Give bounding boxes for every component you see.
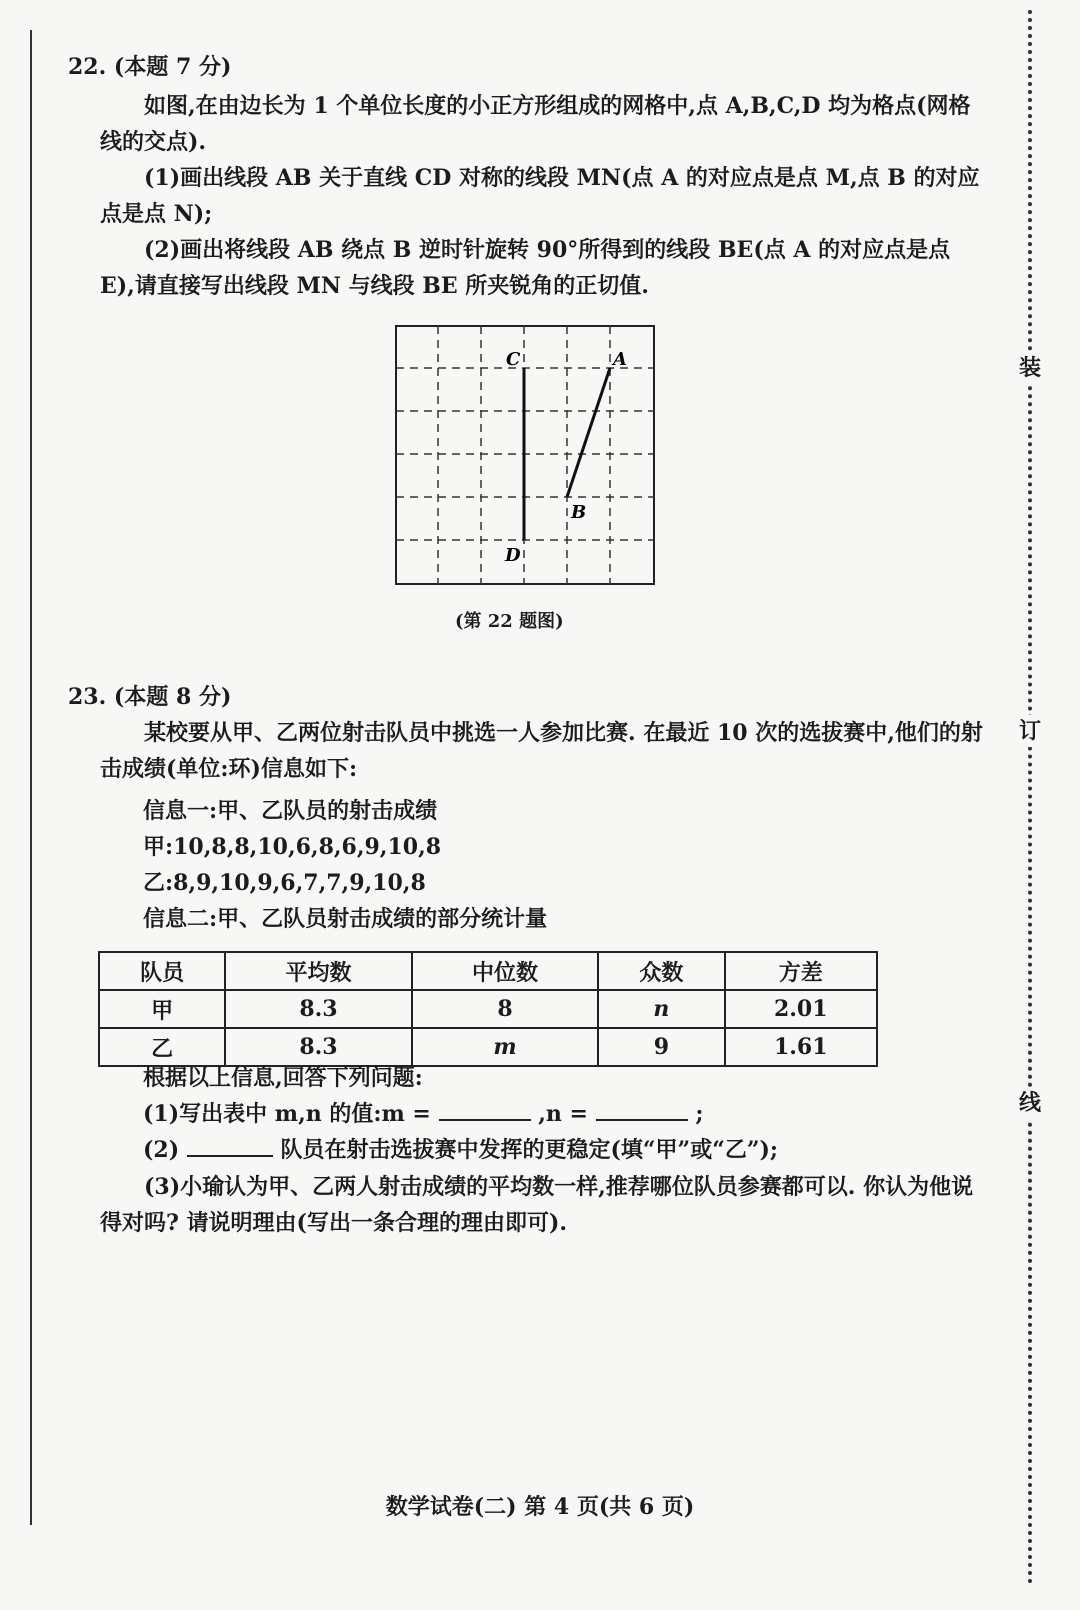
q23-title: 23. (本题 8 分) <box>68 684 232 710</box>
table-cell: 8.3 <box>225 1028 412 1066</box>
binding-char-xian: 线 <box>1014 1087 1046 1119</box>
q23-part2 <box>143 1133 778 1164</box>
answer-blank-player[interactable] <box>187 1133 273 1157</box>
table-cell: m <box>412 1028 599 1066</box>
segment-ab <box>567 368 610 497</box>
label-a: A <box>613 349 627 370</box>
q23-answer-prompt: 根据以上信息,回答下列问题: <box>143 1065 423 1091</box>
table-row <box>99 990 877 1028</box>
binding-char-zhuang: 装 <box>1014 352 1046 384</box>
q22-part1: (1)画出线段 AB 关于直线 CD 对称的线段 MN(点 A 的对应点是点 M,点 B 的对应点是点 N); <box>100 165 980 227</box>
table-header-row <box>99 952 877 990</box>
q23-stats-table <box>98 951 878 1067</box>
binding-dotted-line <box>1028 10 1032 1585</box>
table-cell: 乙 <box>99 1028 225 1066</box>
q23-intro: 某校要从甲、乙两位射击队员中挑选一人参加比赛. 在最近 10 次的选拔赛中,他们的射击成绩(单位:环)信息如下: <box>100 720 983 782</box>
q23-part1-text-a: (1)写出表中 m,n 的值:m = <box>143 1101 431 1127</box>
binding-char-ding: 订 <box>1014 715 1046 747</box>
table-cell: 2.01 <box>725 990 878 1028</box>
q22-figure-caption: (第 22 题图) <box>455 611 564 632</box>
q23-info2-title: 信息二:甲、乙队员射击成绩的部分统计量 <box>143 906 548 932</box>
table-header-cell: 平均数 <box>225 952 412 990</box>
q23-part1-text-c: ; <box>695 1101 704 1127</box>
label-c: C <box>506 349 521 370</box>
table-header-cell: 方差 <box>725 952 878 990</box>
q23-part1 <box>143 1097 703 1128</box>
table-cell: 8 <box>412 990 599 1028</box>
table-cell: 9 <box>598 1028 724 1066</box>
q23-info1-title: 信息一:甲、乙队员的射击成绩 <box>143 798 438 824</box>
q22-grid-figure <box>395 325 657 589</box>
q22-intro: 如图,在由边长为 1 个单位长度的小正方形组成的网格中,点 A,B,C,D 均为格点(网格线的交点). <box>100 93 971 155</box>
page-footer: 数学试卷(二) 第 4 页(共 6 页) <box>385 1494 695 1520</box>
table-cell: 1.61 <box>725 1028 878 1066</box>
q23-part2-text-b: 队员在射击选拔赛中发挥的更稳定(填“甲”或“乙”); <box>280 1137 779 1163</box>
table-cell: 甲 <box>99 990 225 1028</box>
q22-title: 22. (本题 7 分) <box>68 54 232 80</box>
table-cell: 8.3 <box>225 990 412 1028</box>
answer-blank-n[interactable] <box>596 1097 688 1121</box>
table-header-cell: 中位数 <box>412 952 599 990</box>
q23-part2-text-a: (2) <box>143 1137 180 1163</box>
q22-part2: (2)画出将线段 AB 绕点 B 逆时针旋转 90°所得到的线段 BE(点 A 的对应点是点 E),请直接写出线段 MN 与线段 BE 所夹锐角的正切值. <box>100 237 951 299</box>
q23-yi-scores: 乙:8,9,10,9,6,7,7,9,10,8 <box>143 870 426 896</box>
q23-part1-text-b: ,n = <box>538 1101 588 1127</box>
label-b: B <box>571 502 587 523</box>
table-cell: n <box>598 990 724 1028</box>
q23-part3: (3)小瑜认为甲、乙两人射击成绩的平均数一样,推荐哪位队员参赛都可以. 你认为他说得对吗? 请说明理由(写出一条合理的理由即可). <box>100 1174 974 1236</box>
table-header-cell: 队员 <box>99 952 225 990</box>
q23-jia-scores: 甲:10,8,8,10,6,8,6,9,10,8 <box>143 834 442 860</box>
table-header-cell: 众数 <box>598 952 724 990</box>
label-d: D <box>505 545 521 566</box>
answer-blank-m[interactable] <box>439 1097 531 1121</box>
left-margin-rule <box>30 30 32 1525</box>
